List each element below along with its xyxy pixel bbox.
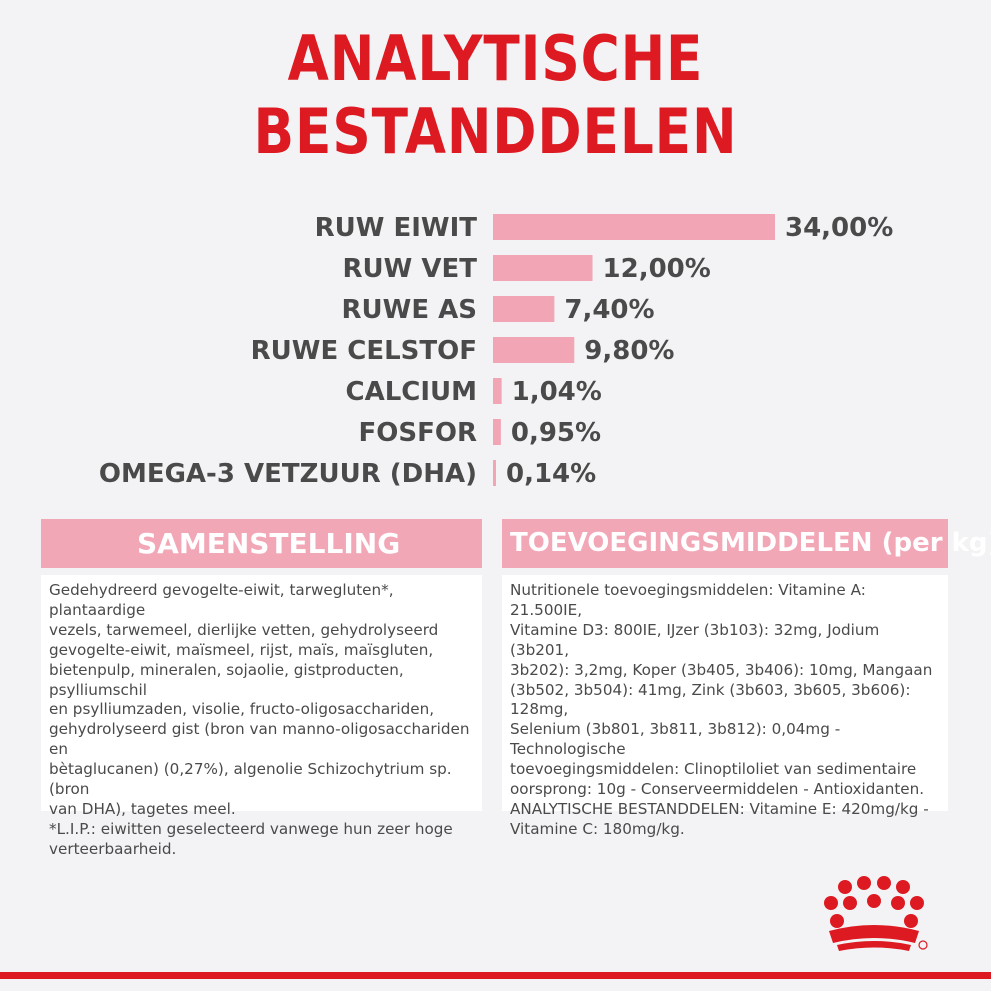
bar-label: OMEGA-3 VETZUUR (DHA) [98, 459, 477, 489]
bar-label: RUW EIWIT [314, 213, 477, 243]
samenstelling-line: *L.I.P.: eiwitten geselecteerd vanwege hun zeer hoge [49, 819, 453, 838]
toevoegingsmiddelen-line: oorsprong: 10g - Conserveermiddelen - Antioxidanten. [510, 780, 925, 799]
bar-value-label: 34,00% [785, 213, 894, 243]
analytical-bar-chart [0, 200, 991, 500]
toevoegingsmiddelen-line: toevoegingsmiddelen: Clinoptiloliet van sedimentaire [510, 760, 917, 779]
page-title: ANALYTISCHE BESTANDDELEN [253, 22, 738, 168]
bottom-brand-line [0, 972, 991, 979]
crown-logo-icon [817, 873, 942, 958]
samenstelling-line: en psylliumzaden, visolie, fructo-oligosacchariden, [49, 700, 435, 719]
samenstelling-header: SAMENSTELLING [41, 519, 482, 568]
samenstelling-line: vezels, tarwemeel, dierlijke vetten, gehydrolyseerd [49, 620, 439, 639]
bar-label: RUWE AS [341, 295, 477, 325]
bar-label: RUW VET [342, 254, 477, 284]
samenstelling-line: bietenpulp, mineralen, sojaolie, gistproducten, psylliumschil [49, 660, 404, 699]
toevoegingsmiddelen-line: ANALYTISCHE BESTANDDELEN: Vitamine E: 420mg/kg - [510, 799, 929, 818]
bar [493, 296, 554, 322]
toevoegingsmiddelen-line: (3b502, 3b504): 41mg, Zink (3b603, 3b605, 3b606): 128mg, [510, 680, 911, 719]
bar-label: FOSFOR [358, 418, 477, 448]
bar-value-label: 9,80% [584, 336, 675, 366]
samenstelling-line: Gedehydreerd gevogelte-eiwit, tarwegluten*, plantaardige [49, 581, 394, 619]
bar [493, 255, 593, 281]
bar-value-label: 7,40% [564, 295, 655, 325]
bar-value-label: 0,95% [510, 418, 602, 448]
toevoegingsmiddelen-line: Selenium (3b801, 3b811, 3b812): 0,04mg - Technologische [510, 720, 841, 759]
bar [493, 378, 502, 404]
bar-label: CALCIUM [345, 377, 477, 407]
bar-value-label: 1,04% [511, 377, 602, 407]
samenstelling-line: gevogelte-eiwit, maïsmeel, rijst, maïs, maïsgluten, [49, 640, 434, 659]
toevoegingsmiddelen-line: Vitamine C: 180mg/kg. [510, 819, 685, 838]
samenstelling-panel [41, 575, 482, 858]
bar [493, 214, 775, 240]
toevoegingsmiddelen-line: 3b202): 3,2mg, Koper (3b405, 3b406): 10mg, Mangaan [510, 660, 933, 679]
samenstelling-line: bètaglucanen) (0,27%), algenolie Schizochytrium sp. (bron [49, 760, 452, 799]
bar-value-label: 12,00% [602, 254, 711, 284]
samenstelling-line: gehydrolyseerd gist (bron van manno-oligosacchariden en [49, 720, 470, 759]
toevoegingsmiddelen-header: TOEVOEGINGSMIDDELEN (per kg) [502, 519, 948, 568]
toevoegingsmiddelen-line: Vitamine D3: 800IE, IJzer (3b103): 32mg, Jodium (3b201, [510, 620, 880, 659]
samenstelling-line: van DHA), tagetes meel. [49, 799, 236, 818]
samenstelling-line: verteerbaarheid. [49, 839, 177, 858]
bar-value-label: 0,14% [506, 459, 597, 489]
toevoegingsmiddelen-line: Nutritionele toevoegingsmiddelen: Vitamine A: 21.500IE, [510, 581, 866, 619]
bar [493, 337, 574, 363]
bar [493, 419, 501, 445]
bar-label: RUWE CELSTOF [250, 336, 477, 366]
bar [493, 460, 496, 486]
toevoegingsmiddelen-panel [502, 575, 948, 838]
